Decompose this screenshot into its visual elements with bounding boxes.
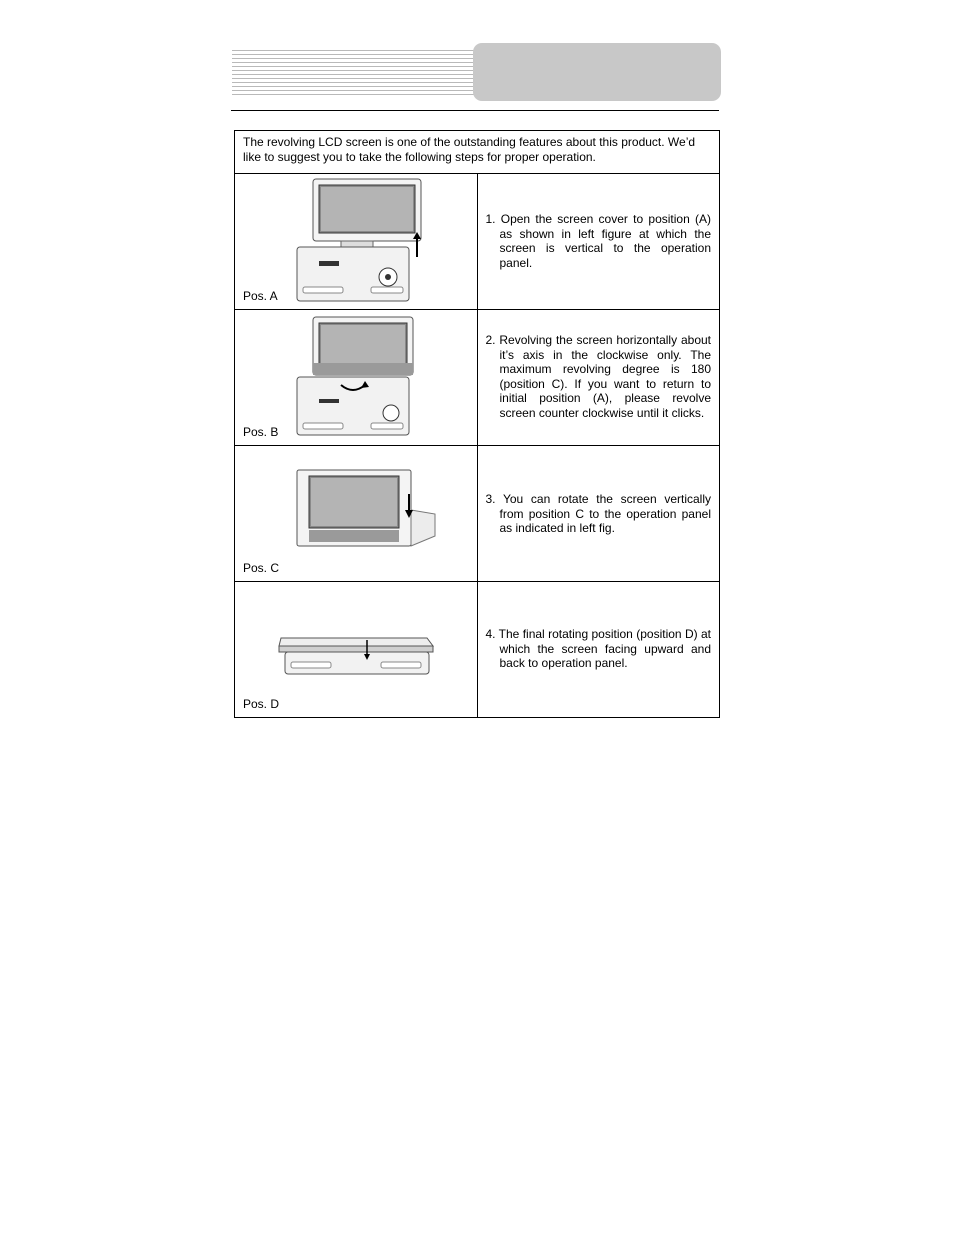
instruction-cell [477, 174, 720, 310]
player-open-position-a-illustration [291, 177, 441, 307]
step-text: 4. The final rotating position (position D) at which the screen facing upward and back to operation panel. [485, 627, 711, 670]
table-row [235, 310, 720, 446]
header-stripes [232, 50, 476, 96]
intro-text: The revolving LCD screen is one of the outstanding features about this product. We’d like to suggest you to take the following steps for proper operation. [235, 131, 720, 174]
table-row [235, 582, 720, 718]
header-tab [473, 43, 721, 101]
figure-cell [235, 310, 478, 446]
position-label: Pos. C [243, 561, 280, 575]
position-label: Pos. D [243, 697, 280, 711]
instruction-cell [477, 582, 720, 718]
figure-cell [235, 446, 478, 582]
position-label: Pos. B [243, 425, 279, 439]
instruction-cell [477, 310, 720, 446]
position-label: Pos. A [243, 289, 278, 303]
step-text: 2. Revolving the screen horizontally about it’s axis in the clockwise only. The maximum revolving degree is 180 (position C). If you want to return to initial position (A), please revolve screen counter clockwise until it clicks. [485, 333, 711, 420]
instructions-table [234, 130, 720, 718]
header-rule [231, 110, 719, 111]
player-position-c-illustration [295, 466, 445, 586]
player-revolving-position-b-illustration [291, 313, 441, 443]
step-text: 3. You can rotate the screen vertically from position C to the operation panel as indicated in left fig. [485, 492, 711, 535]
step-text: 1. Open the screen cover to position (A) as shown in left figure at which the screen is vertical to the operation panel. [485, 212, 711, 270]
player-closed-position-d-illustration [277, 626, 437, 686]
figure-cell [235, 582, 478, 718]
table-row [235, 174, 720, 310]
instruction-cell [477, 446, 720, 582]
table-row [235, 446, 720, 582]
figure-cell [235, 174, 478, 310]
